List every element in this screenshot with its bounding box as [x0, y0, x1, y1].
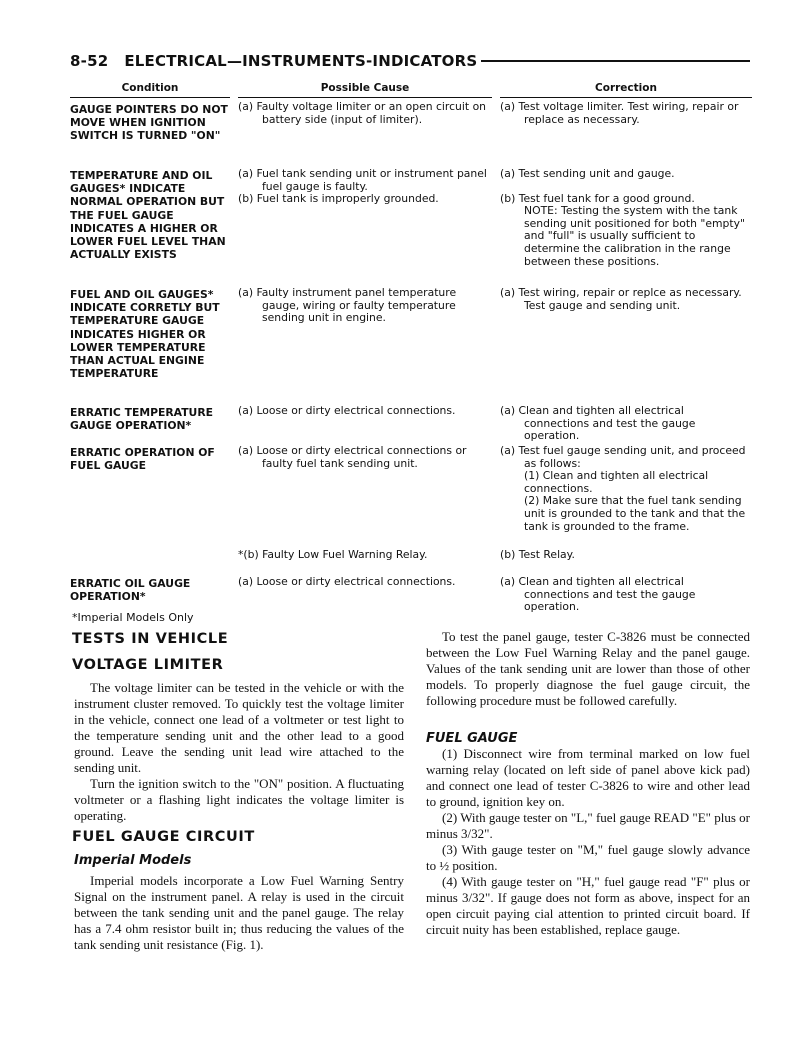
table-row-correction — [500, 445, 752, 533]
heading-fuel-gauge: FUEL GAUGE — [426, 731, 518, 746]
table-row-condition: ERRATIC OPERATION OF FUEL GAUGE — [70, 446, 215, 473]
heading-fuel-gauge-circuit: FUEL GAUGE CIRCUIT — [72, 829, 255, 845]
cause-item: (a) Loose or dirty electrical connections. — [238, 575, 456, 588]
correction-item: (a) Test voltage limiter. Test wiring, repair or replace as necessary. — [500, 100, 739, 126]
table-row-cause — [238, 101, 492, 126]
column-rule — [500, 97, 752, 98]
column-header-condition: Condition — [121, 82, 179, 94]
table-row-cause — [238, 405, 492, 418]
panel-gauge-test-text — [426, 629, 750, 709]
table-row-correction — [500, 287, 752, 312]
page-header — [70, 50, 750, 72]
step: (3) With gauge tester on "M," fuel gauge slowly advance to ½ position. — [426, 842, 750, 873]
cause-item: (a) Faulty voltage limiter or an open circuit on battery side (input of limiter). — [238, 100, 487, 126]
correction-item: (b) Test fuel tank for a good ground. — [500, 191, 695, 205]
table-row-condition: ERRATIC OIL GAUGE OPERATION* — [70, 577, 191, 604]
paragraph: To test the panel gauge, tester C-3826 must be connected between the Low Fuel Warning Relay and the panel gauge. Values of the tank sending unit are lower than those of other models. To properly diagnose the fuel gauge circuit, the following procedure must be followed carefully. — [426, 629, 750, 708]
correction-item: (a) Test sending unit and gauge. — [500, 167, 675, 180]
paragraph: Imperial models incorporate a Low Fuel Warning Sentry Signal on the instrument panel. A relay is used in the circuit between the tank sending unit and the panel gauge. The relay has a 7.4 ohm resistor built in; thus reducing the values of the tank sending unit resistance (Fig. 1). — [74, 873, 404, 952]
column-rule — [70, 97, 230, 98]
table-row-correction — [500, 549, 752, 562]
table-row-cause — [238, 576, 492, 589]
fuel-gauge-steps — [426, 746, 750, 938]
heading-voltage-limiter: VOLTAGE LIMITER — [72, 657, 224, 673]
table-row-cause — [238, 445, 492, 470]
paragraph: Turn the ignition switch to the "ON" position. A fluctuating voltmeter or a flashing light indicates the voltage limiter is operating. — [74, 776, 404, 823]
table-row-cause — [238, 168, 492, 206]
cause-item: (b) Fuel tank is improperly grounded. — [238, 192, 439, 206]
header-rule — [481, 60, 750, 62]
cause-item: *(b) Faulty Low Fuel Warning Relay. — [238, 548, 428, 561]
table-row-correction — [500, 405, 752, 443]
heading-tests-in-vehicle: TESTS IN VEHICLE — [72, 631, 229, 647]
column-header-cause: Possible Cause — [320, 82, 410, 94]
paragraph: The voltage limiter can be tested in the vehicle or with the instrument cluster removed. To quickly test the voltage limiter in the vehicle, connect one lead of a voltmeter or test light to the temperature sending unit and the other lead to a good ground. Leave the sending unit lead wire attached to the sending unit. — [74, 680, 404, 775]
page-number: 8-52 — [70, 52, 109, 70]
section-title: ELECTRICAL—INSTRUMENTS-INDICATORS — [124, 52, 478, 70]
correction-item: (b) Test Relay. — [500, 548, 575, 561]
table-row-correction — [500, 168, 752, 268]
imperial-models-text — [74, 873, 404, 953]
column-header-correction: Correction — [595, 82, 657, 94]
heading-imperial-models: Imperial Models — [74, 853, 192, 868]
column-rule — [238, 97, 492, 98]
correction-item: (a) Clean and tighten all electrical connections and test the gauge operation. — [500, 404, 696, 443]
correction-step: (2) Make sure that the fuel tank sending unit is grounded to the tank and that the tank is grounded to the frame. — [524, 494, 746, 533]
cause-item: (a) Loose or dirty electrical connections or faulty fuel tank sending unit. — [238, 444, 467, 470]
table-row-condition: TEMPERATURE AND OIL GAUGES* INDICATE NORMAL OPERATION BUT THE FUEL GAUGE INDICATES A HIGHER OR LOWER FUEL LEVEL THAN ACTUALLY EXISTS — [70, 169, 226, 262]
table-row-correction — [500, 576, 752, 614]
correction-step: (1) Clean and tighten all electrical connections. — [524, 469, 709, 495]
correction-item: (a) Clean and tighten all electrical connections and test the gauge operation. — [500, 575, 696, 614]
step: (1) Disconnect wire from terminal marked on low fuel warning relay (located on left side of panel above kick pad) and connect one lead of tester C-3826 to wire and other lead to ground, ignition key on. — [426, 746, 750, 809]
table-row-cause — [238, 549, 492, 562]
table-row-condition: FUEL AND OIL GAUGES* INDICATE CORRETLY BUT TEMPERATURE GAUGE INDICATES HIGHER OR LOWER TEMPERATURE THAN ACTUAL ENGINE TEMPERATURE — [70, 288, 220, 381]
correction-note: NOTE: Testing the system with the tank sending unit positioned for both "empty" and "full" is usually sufficient to determine the calibration in the range between these positions. — [524, 204, 745, 268]
voltage-limiter-text — [74, 680, 404, 824]
step: (2) With gauge tester on "L," fuel gauge READ "E" plus or minus 3/32". — [426, 810, 750, 841]
correction-item: (a) Test fuel gauge sending unit, and proceed as follows: — [500, 444, 746, 470]
step: (4) With gauge tester on "H," fuel gauge read "F" plus or minus 3/32". If gauge does not form as above, inspect for an open circuit paying cial attention to printed circuit board. If circuit nuity has been established, replace gauge. — [426, 874, 750, 937]
cause-item: (a) Loose or dirty electrical connections. — [238, 404, 456, 417]
table-row-cause — [238, 287, 492, 325]
table-row-correction — [500, 101, 752, 126]
cause-item: (a) Faulty instrument panel temperature gauge, wiring or faulty temperature sending unit in engine. — [238, 286, 457, 325]
table-row-condition: GAUGE POINTERS DO NOT MOVE WHEN IGNITION SWITCH IS TURNED "ON" — [70, 103, 228, 143]
table-footnote: *Imperial Models Only — [72, 611, 194, 624]
cause-item: (a) Fuel tank sending unit or instrument panel fuel gauge is faulty. — [238, 167, 487, 193]
correction-item: (a) Test wiring, repair or replce as necessary. Test gauge and sending unit. — [500, 286, 742, 312]
table-row-condition: ERRATIC TEMPERATURE GAUGE OPERATION* — [70, 406, 214, 433]
